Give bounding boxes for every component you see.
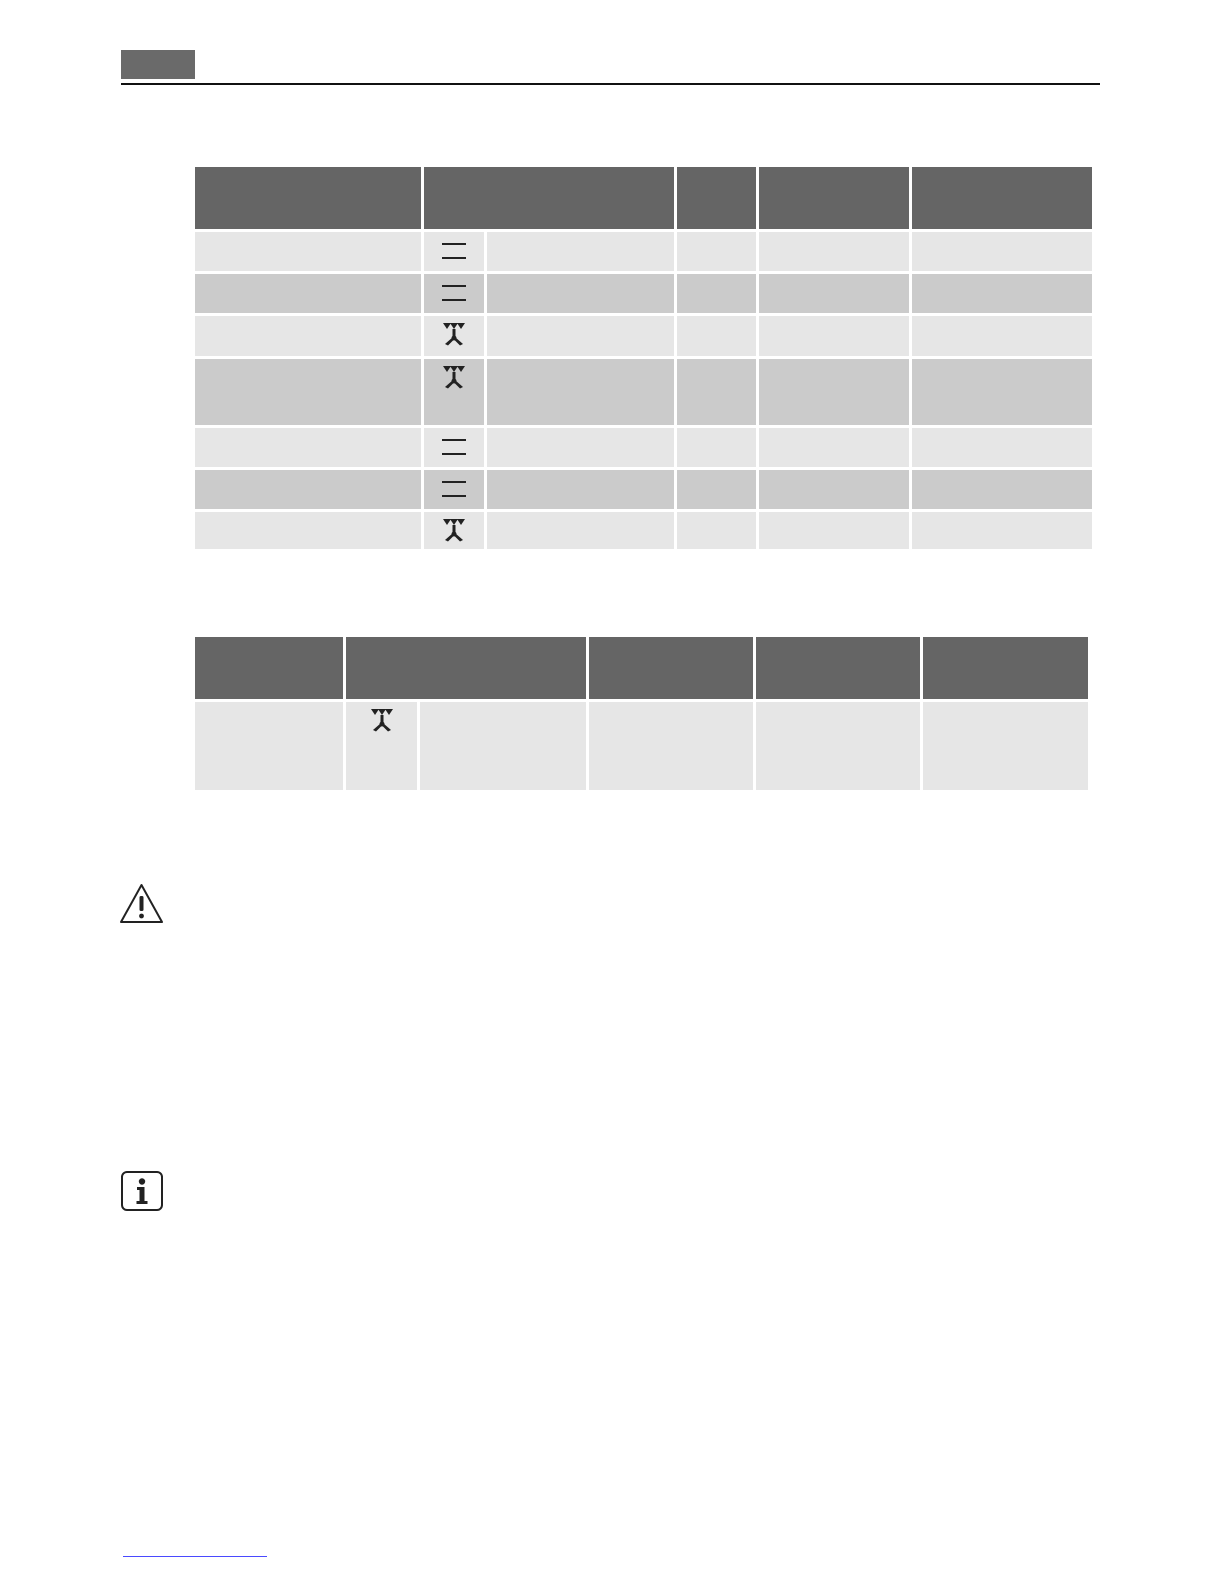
table-header-cell [912, 167, 1092, 229]
table-header-cell [756, 637, 920, 699]
table-cell [759, 359, 909, 425]
page-tab [121, 50, 195, 79]
top-heat-icon [440, 434, 468, 458]
table-cell [195, 316, 421, 356]
table-cell [677, 359, 756, 425]
header-rule [121, 83, 1100, 85]
grilling-table [195, 167, 1092, 549]
top-heat-icon [440, 476, 468, 500]
table-cell [487, 470, 674, 509]
top-heat-icon [440, 280, 468, 304]
table-cell [195, 274, 421, 313]
info-icon [120, 1170, 164, 1212]
table-cell [195, 232, 421, 271]
table-header-cell [195, 637, 343, 699]
heating-function-cell [346, 702, 417, 790]
fan-grill-icon [440, 365, 468, 389]
heating-function-cell [424, 512, 484, 549]
table-cell [677, 232, 756, 271]
table-cell [677, 512, 756, 549]
table-cell [912, 428, 1092, 467]
top-heat-icon [440, 238, 468, 262]
table-cell [923, 702, 1088, 790]
table-cell [677, 274, 756, 313]
table-cell [487, 232, 674, 271]
table-cell [912, 359, 1092, 425]
table-header-cell [677, 167, 756, 229]
heating-function-cell [424, 428, 484, 467]
heating-function-cell [424, 232, 484, 271]
warning-icon [118, 882, 165, 925]
table-cell [487, 274, 674, 313]
table-cell [677, 470, 756, 509]
table-cell [912, 316, 1092, 356]
table-cell [589, 702, 753, 790]
table-cell [759, 232, 909, 271]
table-cell [195, 512, 421, 549]
table-cell [912, 274, 1092, 313]
table-header-cell [923, 637, 1088, 699]
table-cell [912, 232, 1092, 271]
table-cell [487, 316, 674, 356]
table-cell [912, 512, 1092, 549]
table-header-cell [346, 637, 586, 699]
table-cell [759, 428, 909, 467]
fan-grill-icon [440, 322, 468, 346]
table-cell [912, 470, 1092, 509]
table-header-cell [424, 167, 674, 229]
turbo-grilling-table [195, 637, 1088, 790]
table-cell [487, 428, 674, 467]
heating-function-cell [424, 274, 484, 313]
footer-line [123, 1556, 267, 1557]
table-cell [487, 359, 674, 425]
table-cell [759, 512, 909, 549]
table-cell [759, 274, 909, 313]
heating-function-cell [424, 470, 484, 509]
table-cell [759, 470, 909, 509]
fan-grill-icon [440, 518, 468, 542]
heating-function-cell [424, 359, 484, 425]
table-cell [677, 428, 756, 467]
table-cell [195, 702, 343, 790]
table-cell [195, 359, 421, 425]
table-header-cell [589, 637, 753, 699]
fan-grill-icon [368, 708, 396, 732]
table-header-cell [195, 167, 421, 229]
table-cell [759, 316, 909, 356]
table-cell [677, 316, 756, 356]
table-cell [195, 428, 421, 467]
table-cell [487, 512, 674, 549]
table-header-cell [759, 167, 909, 229]
heating-function-cell [424, 316, 484, 356]
table-cell [420, 702, 586, 790]
table-cell [756, 702, 920, 790]
table-cell [195, 470, 421, 509]
